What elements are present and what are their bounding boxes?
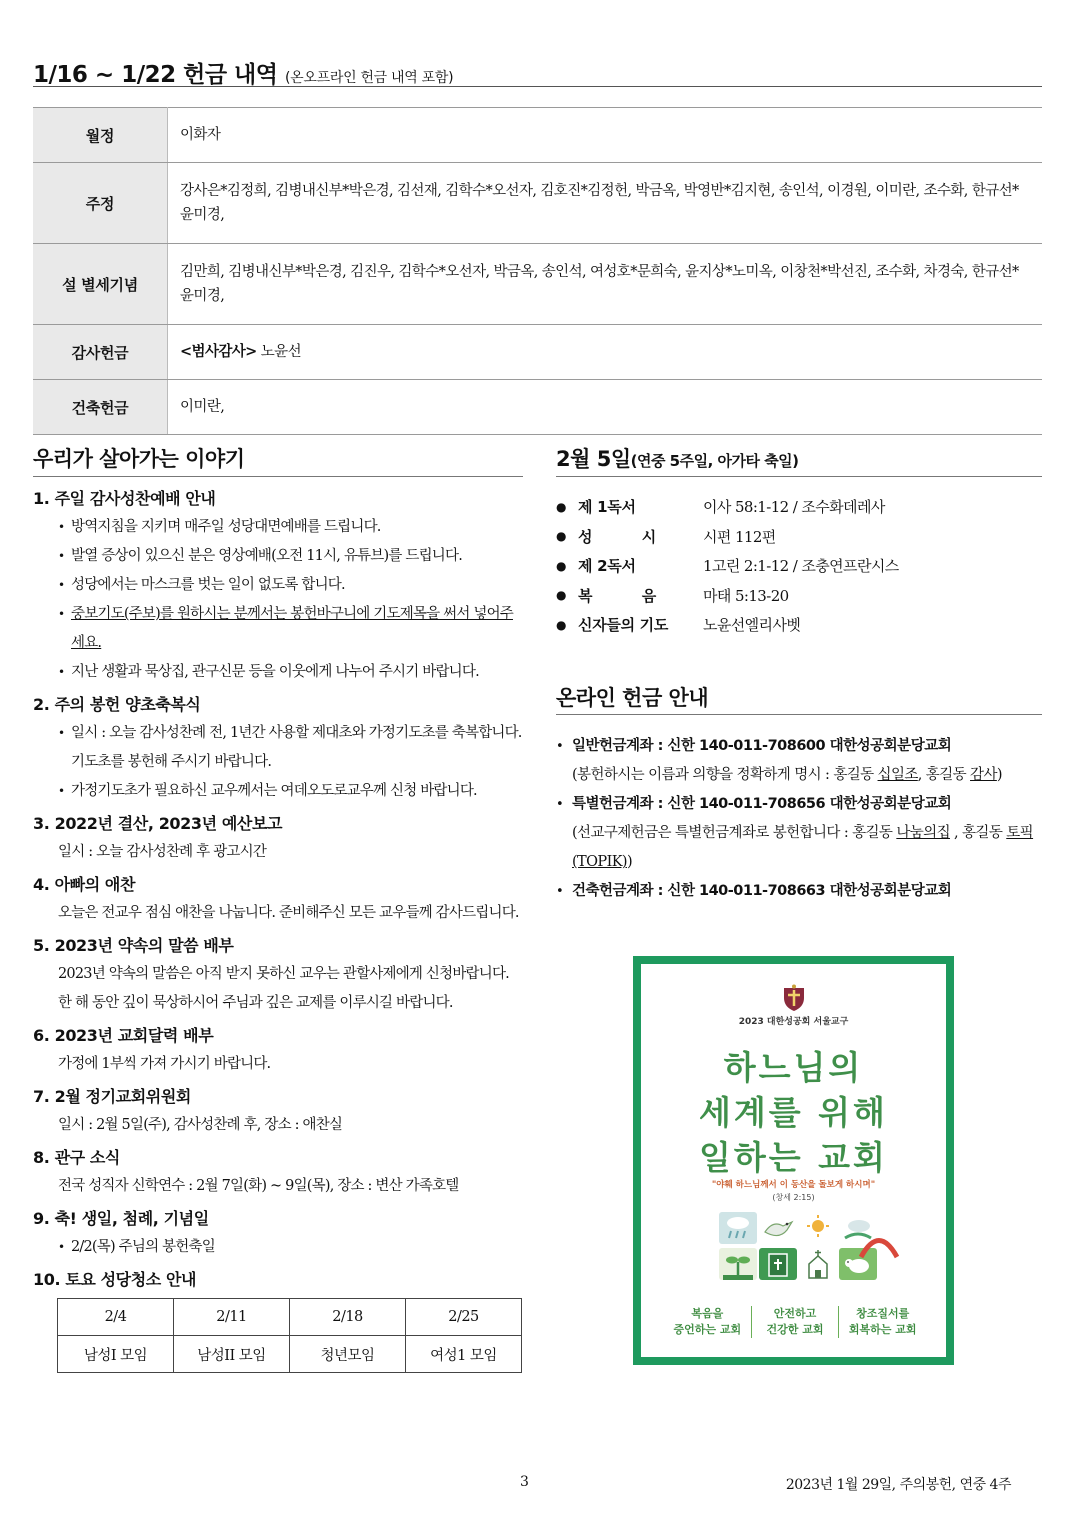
poster-inner	[641, 964, 946, 1357]
news-bullet: • 2/2(목) 주님의 봉헌축일	[58, 1233, 523, 1262]
poster-header: 2023 대한성공회 서울교구	[738, 1017, 849, 1027]
readings-divider	[556, 476, 1042, 477]
bible-icon	[759, 1248, 797, 1280]
account-note: (선교구제헌금은 특별헌금계좌로 봉헌합니다 : 홍길동 나눔의집 , 홍길동 토픽(TOPIK))	[572, 825, 1034, 870]
earth-arc-icon	[859, 1219, 899, 1259]
news-text: 2023년 약속의 말씀은 아직 받지 못하신 교우는 관할사제에게 신청바랍니다. 한 해 동안 깊이 묵상하시어 주님과 깊은 교제를 이루시길 바랍니다.	[58, 966, 509, 1011]
offering-label: 건축헌금	[33, 380, 168, 435]
rain-cloud-icon	[719, 1212, 757, 1244]
offering-table	[33, 107, 1042, 435]
news-text: 일시 : 2월 5일(주), 감사성찬례 후, 장소 : 애찬실	[58, 1117, 343, 1133]
reading-value: 시편 112편	[703, 527, 776, 546]
reading-row	[556, 492, 1042, 522]
poster-title-line: 하느님의	[723, 1048, 864, 1087]
bullet-icon: ●	[556, 499, 567, 514]
news-text: 가정에 1부씩 가져 가시기 바랍니다.	[58, 1056, 271, 1072]
offering-names: 김만희, 김병내신부*박은경, 김진우, 김학수*오선자, 박금옥, 송인석, 여성호*문희숙, 윤지상*노미옥, 이창천*박선진, 조수화, 차경숙, 한규선*윤미경,	[168, 244, 1043, 325]
cleaning-date: 2/18	[290, 1299, 406, 1336]
news-item	[33, 871, 523, 928]
news-body	[33, 719, 523, 806]
readings-date: 2월 5일	[556, 447, 631, 471]
news-heading: 5. 2023년 약속의 말씀 배부	[33, 936, 234, 955]
news-bullet: • 중보기도(주보)를 원하시는 분께서는 봉헌바구니에 기도제목을 써서 넣어주세요.	[58, 600, 523, 658]
account-heading: • 특별헌금계좌 : 신한 140-011-708656 대한성공회분당교회	[572, 796, 952, 812]
reading-label: 복 음	[578, 586, 679, 605]
news-heading: 6. 2023년 교회달력 배부	[33, 1026, 214, 1045]
cleaning-date: 2/11	[174, 1299, 290, 1336]
news-heading: 4. 아빠의 애찬	[33, 875, 136, 894]
readings-list	[556, 492, 1042, 640]
news-heading: 1. 주일 감사성찬예배 안내	[33, 489, 216, 508]
offering-title: 1/16 ~ 1/22 헌금 내역	[33, 62, 278, 88]
news-item	[33, 1022, 523, 1079]
offering-names-text: 노윤선	[260, 344, 301, 360]
cleaning-groups-row	[58, 1336, 522, 1373]
offering-row	[33, 108, 1042, 163]
page-number: 3	[520, 1474, 529, 1490]
poster-title-line: 일하는 교회	[699, 1138, 888, 1177]
cleaning-date: 2/4	[58, 1299, 174, 1336]
diocese-emblem-icon	[781, 984, 807, 1012]
news-text: 전국 성직자 신학연수 : 2월 7일(화) ~ 9일(목), 장소 : 변산 가족호텔	[58, 1178, 459, 1194]
cleaning-dates-row	[58, 1299, 522, 1336]
poster-caption: 복음을 증언하는 교회	[673, 1307, 742, 1336]
news-bullet: • 일시 : 오늘 감사성찬례 전, 1년간 사용할 제대초와 가정기도초를 축복합니다. 기도초를 봉헌해 주시기 바랍니다.	[58, 719, 523, 777]
news-heading: 7. 2월 정기교회위원회	[33, 1087, 191, 1106]
bullet-icon: ●	[556, 617, 567, 632]
news-item	[33, 1144, 523, 1201]
online-divider	[556, 714, 1042, 715]
poster-title-line: 세계를 위해	[699, 1093, 888, 1132]
offering-subtitle: (온오프라인 헌금 내역 포함)	[285, 70, 454, 86]
reading-label: 제 2독서	[578, 557, 636, 576]
news-bullet: • 발열 증상이 있으신 분은 영상예배(오전 11시, 유튜브)를 드립니다.	[58, 542, 523, 571]
offering-label: 감사헌금	[33, 325, 168, 380]
offering-names: 이화자	[168, 108, 1043, 163]
bullet-icon: ●	[556, 558, 567, 573]
poster-captions	[664, 1306, 926, 1338]
reading-value: 1고린 2:1-12 / 조충연프란시스	[703, 557, 899, 576]
offering-names	[168, 325, 1043, 380]
readings-section-title	[556, 443, 799, 473]
reading-row	[556, 522, 1042, 552]
news-bullet: • 가정기도초가 필요하신 교우께서는 여데오도로교우께 신청 바랍니다.	[58, 777, 523, 806]
news-item	[33, 1205, 523, 1262]
online-accounts	[556, 732, 1042, 906]
reading-label: 제 1독서	[578, 498, 636, 517]
cleaning-group: 남성II 모임	[174, 1336, 290, 1373]
offering-names: 강사은*김정희, 김병내신부*박은경, 김선재, 김학수*오선자, 김호진*김정헌, 박금옥, 박영반*김지현, 송인석, 이경원, 이미란, 조수화, 한규선*윤미경,	[168, 163, 1043, 244]
poster-caption: 창조질서를 회복하는 교회	[838, 1306, 926, 1338]
reading-row	[556, 551, 1042, 581]
cleaning-group: 남성I 모임	[58, 1336, 174, 1373]
offering-label: 월정	[33, 108, 168, 163]
cleaning-date: 2/25	[406, 1299, 522, 1336]
sprout-icon	[719, 1248, 757, 1280]
poster-reference: (창세 2:15)	[772, 1193, 815, 1202]
news-bullet: • 방역지침을 지키며 매주일 성당대면예배를 드립니다.	[58, 513, 523, 542]
news-list	[33, 485, 523, 1377]
cleaning-group: 여성1 모임	[406, 1336, 522, 1373]
news-item	[33, 810, 523, 867]
news-heading: 10. 토요 성당청소 안내	[33, 1270, 197, 1289]
reading-row	[556, 581, 1042, 611]
footer-date: 2023년 1월 29일, 주의봉헌, 연중 4주	[785, 1477, 1011, 1493]
news-body	[33, 513, 523, 687]
news-text: 일시 : 오늘 감사성찬례 후 광고시간	[58, 844, 267, 860]
account-item	[556, 732, 1042, 790]
reading-value: 노윤선엘리사벳	[703, 616, 801, 635]
news-body	[33, 1233, 523, 1262]
news-bullet: • 지난 생활과 묵상집, 관구신문 등을 이웃에게 나누어 주시기 바랍니다.	[58, 658, 523, 687]
reading-label: 성 시	[578, 527, 679, 546]
cleaning-group: 청년모임	[290, 1336, 406, 1373]
news-text: 오늘은 전교우 점심 애찬을 나눕니다. 준비해주신 모든 교우들께 감사드립니다.	[58, 905, 519, 921]
reading-label: 신자들의 기도	[578, 616, 669, 635]
news-item	[33, 485, 523, 687]
offering-label: 주정	[33, 163, 168, 244]
news-divider	[33, 476, 523, 477]
news-heading: 3. 2022년 결산, 2023년 예산보고	[33, 814, 283, 833]
reading-value: 마태 5:13-20	[703, 586, 789, 605]
offering-row	[33, 244, 1042, 325]
offering-prefix: <범사감사>	[180, 343, 257, 360]
reading-value: 이사 58:1-12 / 조수화데레사	[703, 498, 885, 517]
news-item	[33, 1083, 523, 1140]
offering-row	[33, 325, 1042, 380]
news-bullet: • 성당에서는 마스크를 벗는 일이 없도록 합니다.	[58, 571, 523, 600]
church-icon	[799, 1248, 837, 1280]
news-item	[33, 932, 523, 1018]
account-item	[556, 790, 1042, 877]
news-item	[33, 1266, 523, 1373]
account-item	[556, 877, 1042, 906]
page-title	[33, 56, 453, 89]
news-section-title: 우리가 살아가는 이야기	[33, 447, 245, 471]
offering-names: 이미란,	[168, 380, 1043, 435]
account-heading: • 일반헌금계좌 : 신한 140-011-708600 대한성공회분당교회	[572, 738, 952, 754]
offering-label: 설 별세기념	[33, 244, 168, 325]
bullet-icon: ●	[556, 529, 567, 544]
poster-quote: "야훼 하느님께서 이 동산을 돌보게 하시며"	[711, 1180, 876, 1190]
diocese-poster	[633, 956, 954, 1365]
readings-subtitle: (연중 5주일, 아가타 축일)	[630, 452, 799, 470]
news-heading: 2. 주의 봉헌 양초축복식	[33, 695, 201, 714]
news-heading: 8. 관구 소식	[33, 1148, 120, 1167]
bullet-icon: ●	[556, 588, 567, 603]
offering-row	[33, 380, 1042, 435]
account-note: (봉헌하시는 이름과 의향을 정확하게 명시 : 홍길동 십일조, 홍길동 감사)	[572, 767, 1002, 783]
reading-row	[556, 610, 1042, 640]
poster-caption: 안전하고 건강한 교회	[751, 1306, 839, 1338]
news-item	[33, 691, 523, 806]
offering-row	[33, 163, 1042, 244]
online-section-title: 온라인 헌금 안내	[556, 686, 709, 710]
cleaning-table	[57, 1298, 522, 1373]
news-heading: 9. 축! 생일, 첨례, 기념일	[33, 1209, 209, 1228]
account-heading: • 건축헌금계좌 : 신한 140-011-708663 대한성공회분당교회	[572, 883, 952, 899]
dove-icon	[759, 1212, 797, 1244]
sun-icon	[799, 1212, 837, 1244]
header-divider	[33, 86, 1042, 87]
